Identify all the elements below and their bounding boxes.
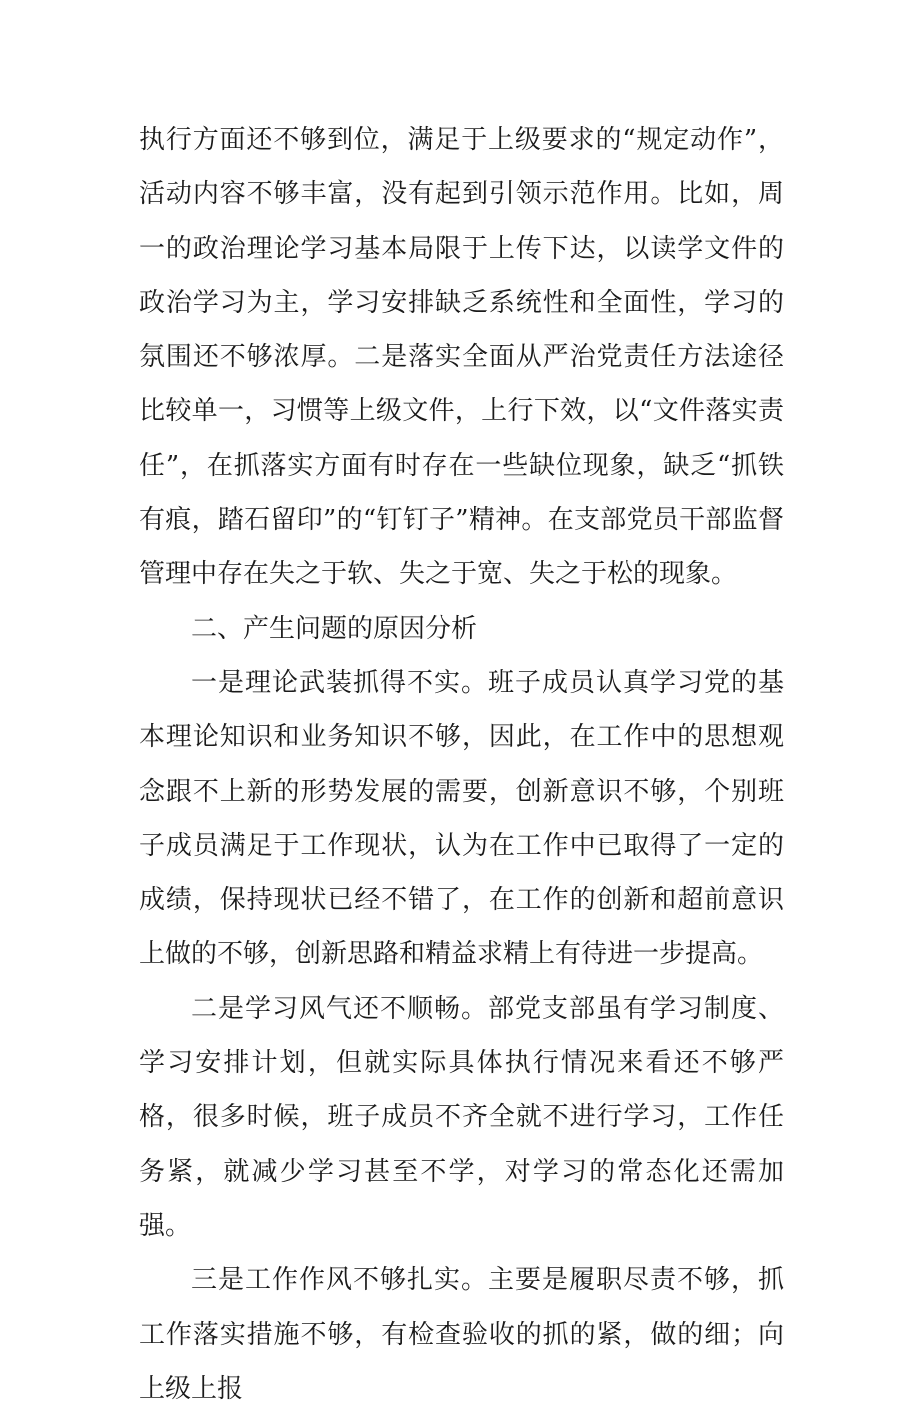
document-body [139,113,784,1416]
section-heading: 二、产生问题的原因分析 [191,613,478,644]
paragraph: 一是理论武装抓得不实。班子成员认真学习党的基本理论知识和业务知识不够，因此，在工作中的思想观念跟不上新的形势发展的需要，创新意识不够，个别班子成员满足于工作现状，认为在工作中已取得了一定的成绩，保持现状已经不错了，在工作的创新和超前意识上做的不够，创新思路和精益求精上有待进一步提高。 [139,667,784,970]
paragraph-continued: 执行方面还不够到位，满足于上级要求的“规定动作”，活动内容不够丰富，没有起到引领示范作用。比如，周一的政治理论学习基本局限于上传下达，以读学文件的政治学习为主，学习安排缺乏系统性和全面性，学习的氛围还不够浓厚。二是落实全面从严治党责任方法途径比较单一，习惯等上级文件，上行下效，以“文件落实责任”，在抓落实方面有时存在一些缺位现象，缺乏“抓铁有痕，踏石留印”的“钉钉子”精神。在支部党员干部监督管理中存在失之于软、失之于宽、失之于松的现象。 [139,125,784,590]
paragraph: 三是工作作风不够扎实。主要是履职尽责不够，抓工作落实措施不够，有检查验收的抓的紧，做的细；向上级上报 [139,1265,784,1404]
paragraph: 二是学习风气还不顺畅。部党支部虽有学习制度、学习安排计划，但就实际具体执行情况来看还不够严格，很多时候，班子成员不齐全就不进行学习，工作任务紧，就减少学习甚至不学，对学习的常态化还需加强。 [139,993,784,1241]
